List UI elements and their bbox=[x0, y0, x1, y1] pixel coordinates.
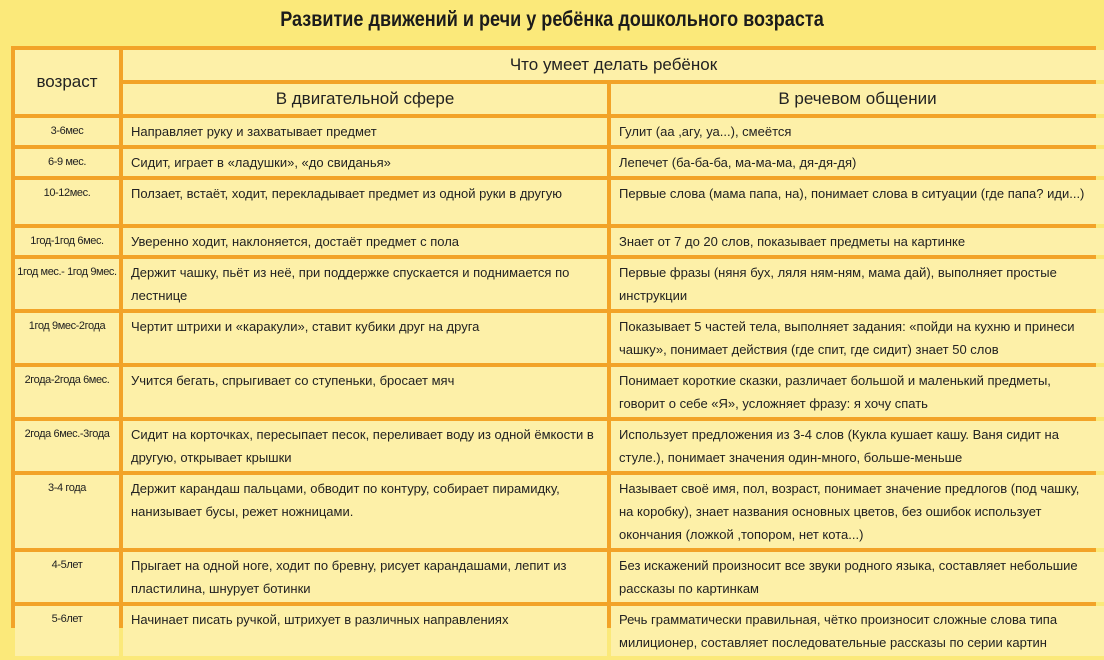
speech-cell: Речь грамматически правильная, чётко произносит сложные слова типа милиционер, составляет последовательные рассказы по серии картин bbox=[611, 606, 1104, 656]
speech-cell: Гулит (аа ,агу, уа...), смеётся bbox=[611, 118, 1104, 145]
table-row bbox=[15, 606, 1104, 656]
table-row bbox=[15, 313, 1104, 363]
development-table bbox=[11, 46, 1104, 660]
table-row bbox=[15, 228, 1104, 255]
age-cell: 2года 6мес.-3года bbox=[15, 421, 119, 471]
speech-cell: Лепечет (ба-ба-ба, ма-ма-ма, дя-дя-дя) bbox=[611, 149, 1104, 176]
speech-cell: Понимает короткие сказки, различает большой и маленький предметы, говорит о себе «Я», усложняет фразу: я хочу спать bbox=[611, 367, 1104, 417]
motor-cell: Держит карандаш пальцами, обводит по контуру, собирает пирамидку, нанизывает бусы, режет ножницами. bbox=[123, 475, 607, 548]
skills-group-header: Что умеет делать ребёнок bbox=[123, 50, 1104, 80]
motor-cell: Сидит, играет в «ладушки», «до свиданья» bbox=[123, 149, 607, 176]
motor-cell: Направляет руку и захватывает предмет bbox=[123, 118, 607, 145]
age-cell: 10-12мес. bbox=[15, 180, 119, 224]
age-column-header: возраст bbox=[15, 50, 119, 114]
age-cell: 4-5лет bbox=[15, 552, 119, 602]
age-cell: 3-4 года bbox=[15, 475, 119, 548]
table-row bbox=[15, 149, 1104, 176]
speech-cell: Использует предложения из 3-4 слов (Кукла кушает кашу. Ваня сидит на стуле.), понимает значения один-много, больше-меньше bbox=[611, 421, 1104, 471]
age-cell: 3-6мес bbox=[15, 118, 119, 145]
table-row bbox=[15, 118, 1104, 145]
speech-cell: Показывает 5 частей тела, выполняет задания: «пойди на кухню и принеси чашку», понимает действия (где спит, где сидит) знает 50 слов bbox=[611, 313, 1104, 363]
motor-cell: Ползает, встаёт, ходит, перекладывает предмет из одной руки в другую bbox=[123, 180, 607, 224]
table-row bbox=[15, 475, 1104, 548]
speech-cell: Без искажений произносит все звуки родного языка, составляет небольшие рассказы по картинкам bbox=[611, 552, 1104, 602]
development-table-frame bbox=[11, 46, 1096, 650]
table-row bbox=[15, 367, 1104, 417]
speech-cell: Первые фразы (няня бух, ляля ням-ням, мама дай), выполняет простые инструкции bbox=[611, 259, 1104, 309]
page-title: Развитие движений и речи у ребёнка дошкольного возраста bbox=[280, 8, 824, 31]
table-row bbox=[15, 421, 1104, 471]
motor-cell: Держит чашку, пьёт из неё, при поддержке спускается и поднимается по лестнице bbox=[123, 259, 607, 309]
age-cell: 6-9 мес. bbox=[15, 149, 119, 176]
speech-cell: Называет своё имя, пол, возраст, понимает значение предлогов (под чашку, на коробку), знает названия основных цветов, без ошибок использует окончания (ложкой ,топором, нет кота...) bbox=[611, 475, 1104, 548]
motor-cell: Уверенно ходит, наклоняется, достаёт предмет с пола bbox=[123, 228, 607, 255]
speech-column-header: В речевом общении bbox=[611, 84, 1104, 114]
speech-cell: Первые слова (мама папа, на), понимает слова в ситуации (где папа? иди...) bbox=[611, 180, 1104, 224]
speech-cell: Знает от 7 до 20 слов, показывает предметы на картинке bbox=[611, 228, 1104, 255]
motor-cell: Прыгает на одной ноге, ходит по бревну, рисует карандашами, лепит из пластилина, шнурует ботинки bbox=[123, 552, 607, 602]
age-cell: 1год мес.- 1год 9мес. bbox=[15, 259, 119, 309]
motor-cell: Учится бегать, спрыгивает со ступеньки, бросает мяч bbox=[123, 367, 607, 417]
age-cell: 5-6лет bbox=[15, 606, 119, 656]
motor-cell: Сидит на корточках, пересыпает песок, переливает воду из одной ёмкости в другую, открывает крышки bbox=[123, 421, 607, 471]
table-row bbox=[15, 259, 1104, 309]
motor-column-header: В двигательной сфере bbox=[123, 84, 607, 114]
age-cell: 2года-2года 6мес. bbox=[15, 367, 119, 417]
table-row bbox=[15, 552, 1104, 602]
motor-cell: Чертит штрихи и «каракули», ставит кубики друг на друга bbox=[123, 313, 607, 363]
motor-cell: Начинает писать ручкой, штрихует в различных направлениях bbox=[123, 606, 607, 656]
age-cell: 1год-1год 6мес. bbox=[15, 228, 119, 255]
age-cell: 1год 9мес-2года bbox=[15, 313, 119, 363]
table-row bbox=[15, 180, 1104, 224]
